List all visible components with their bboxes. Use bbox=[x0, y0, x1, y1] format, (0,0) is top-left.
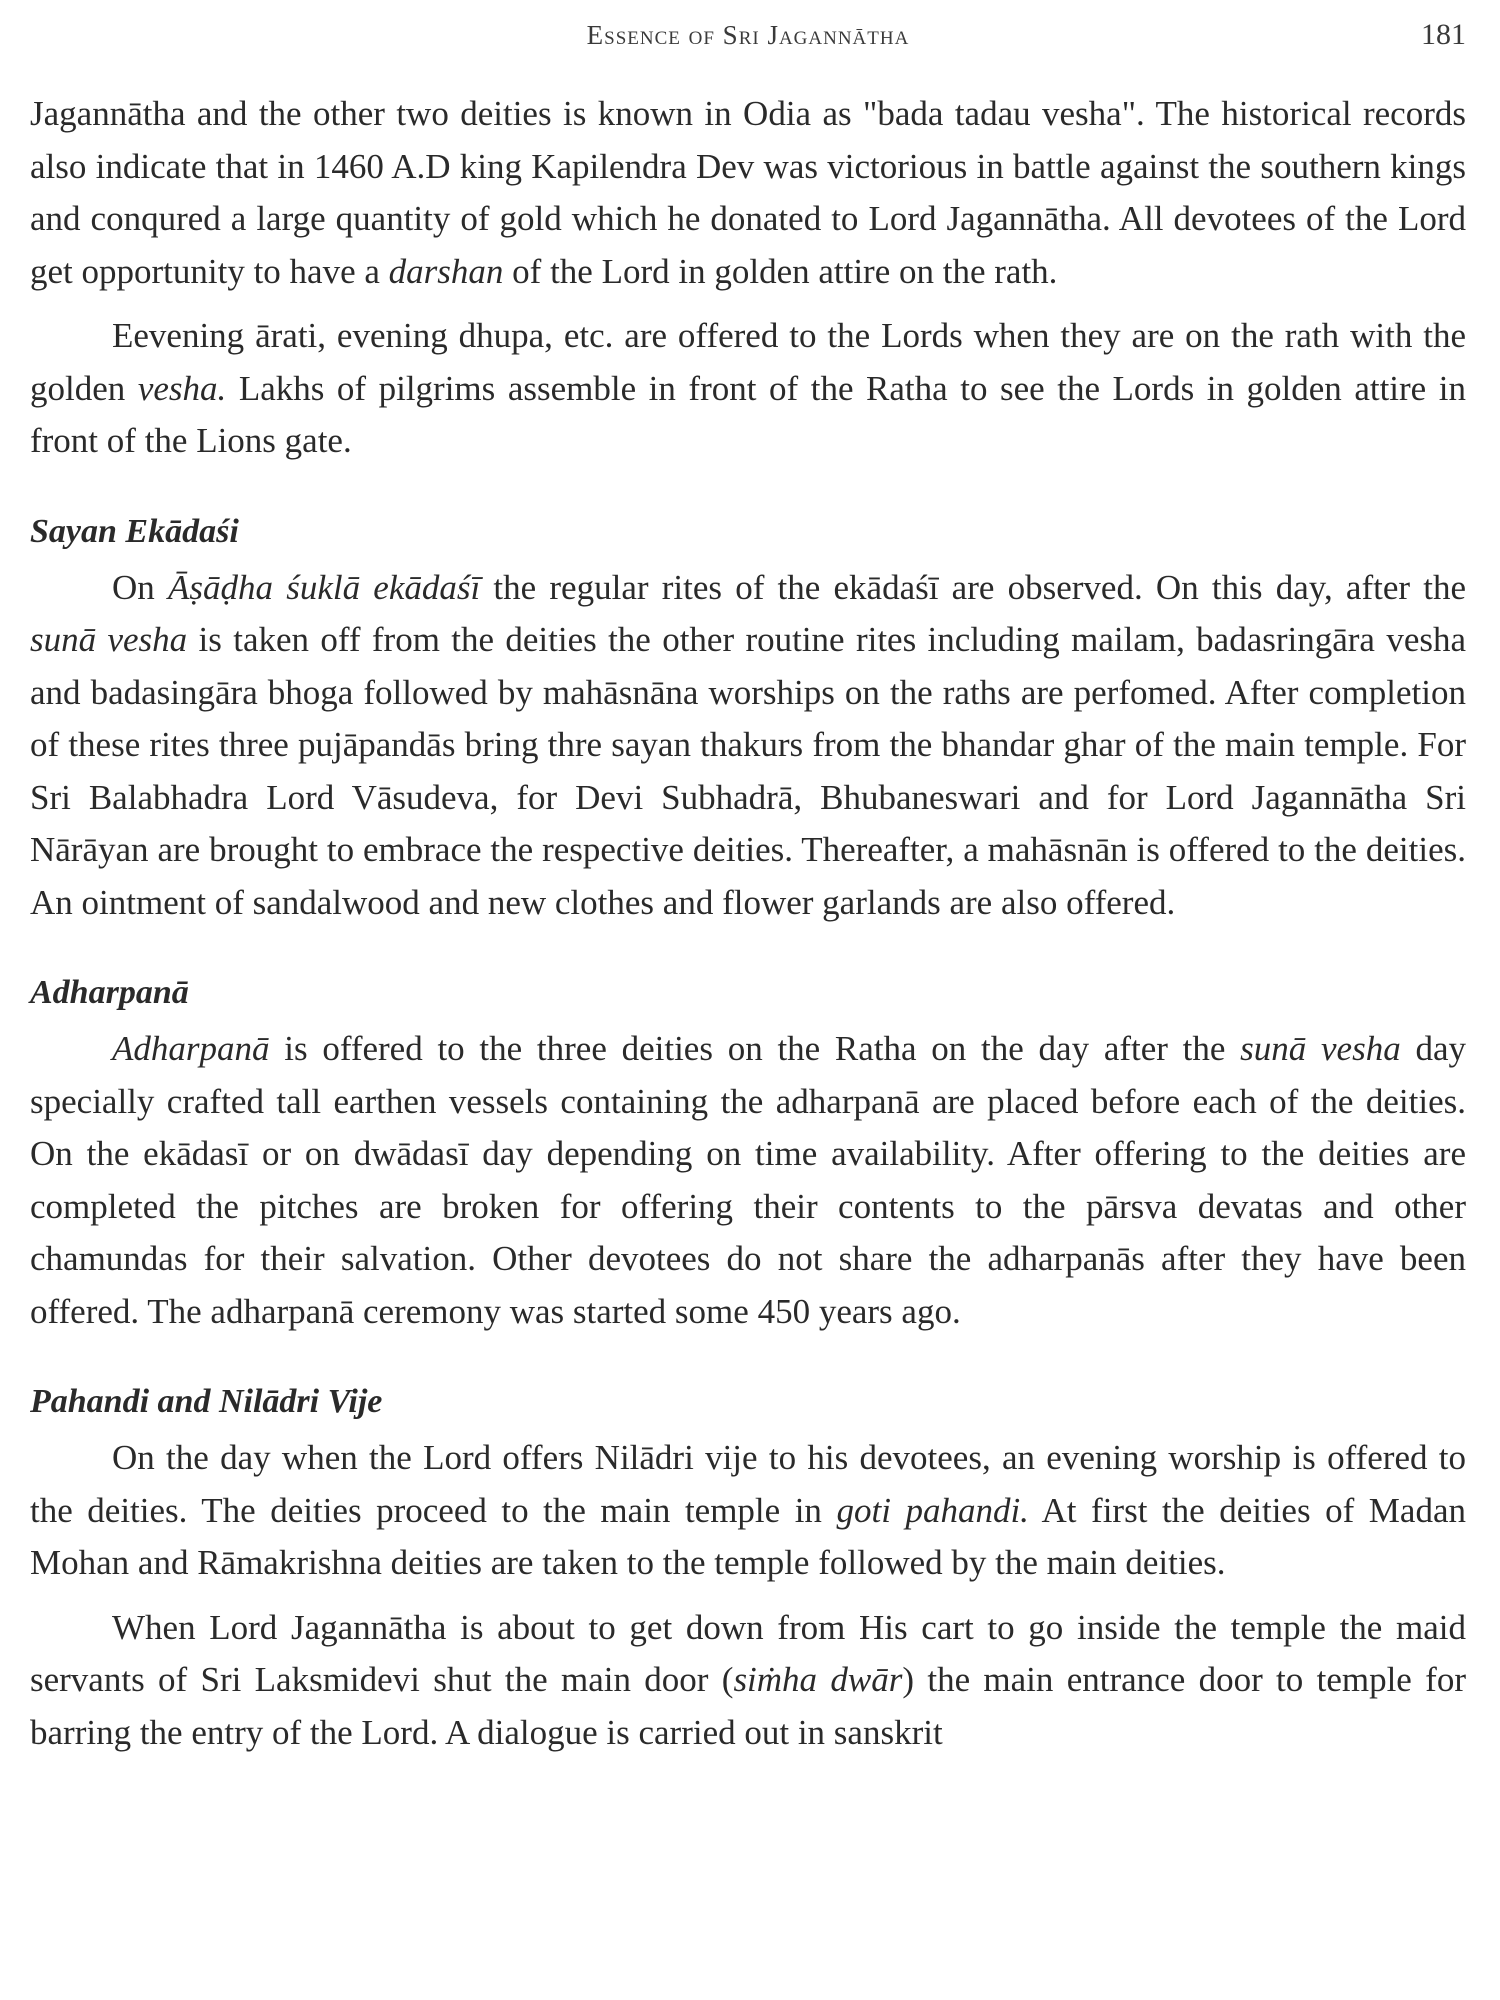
italic-term: siṁha dwār bbox=[733, 1660, 903, 1699]
italic-term: Adharpanā bbox=[112, 1029, 270, 1068]
section-heading-pahandi: Pahandi and Nilādri Vije bbox=[30, 1383, 383, 1420]
section-heading-sayan-ekadasi: Sayan Ekādaśi bbox=[30, 512, 239, 550]
paragraph-evening-arati: Eevening ārati, evening dhupa, etc. are offered to the Lords when they are on the rath with the golden vesha. Lakhs of pilgrims assemble in front of the Ratha to see the Lords in golden attire in front of the Lions gate. bbox=[30, 316, 1466, 460]
italic-term: vesha. bbox=[137, 368, 227, 408]
paragraph-pahandi: On the day when the Lord offers Nilādri vije to his devotees, an evening worship is offered to the deities. The deities proceed to the main temple in goti pahandi. At first the deities of Madan Mohan and Rāmakrishna deities are taken to the temple followed by the main deities. bbox=[30, 1438, 1466, 1582]
italic-term: sunā vesha bbox=[1240, 1029, 1401, 1068]
running-title: Essence of Sri Jagannātha bbox=[586, 20, 910, 50]
italic-term: goti pahandi. bbox=[836, 1490, 1029, 1530]
page-body bbox=[30, 88, 1466, 1759]
italic-term: Āṣāḍha śuklā ekādaśī bbox=[168, 567, 481, 607]
section-heading-adharpana: Adharpanā bbox=[30, 974, 189, 1011]
paragraph-adharpana: Adharpanā is offered to the three deities on the Ratha on the day after the sunā vesha day specially crafted tall earthen vessels containing the adharpanā are placed before each of the deities. On the ekādasī or on dwādasī day depending on time availability. After offering to the deities are completed the pitches are broken for offering their contents to the pārsva devatas and other chamundas for their salvation. Other devotees do not share the adharpanās after they have been offered. The adharpanā ceremony was started some 450 years ago. bbox=[30, 1029, 1466, 1331]
italic-term: sunā vesha bbox=[30, 620, 188, 659]
paragraph-sayan-ekadasi: On Āṣāḍha śuklā ekādaśī the regular rites of the ekādaśī are observed. On this day, after the sunā vesha is taken off from the deities the other routine rites including mailam, badasringāra vesha and badasingāra bhoga followed by mahāsnāna worships on the raths are perfomed. After completion of these rites three pujāpandās bring thre sayan thakurs from the bhandar ghar of the main temple. For Sri Balabhadra Lord Vāsudeva, for Devi Subhadrā, Bhubaneswari and for Lord Jagannātha Sri Nārāyan are brought to embrace the respective deities. Thereafter, a mahāsnān is offered to the deities. An ointment of sandalwood and new clothes and flower garlands are also offered. bbox=[30, 567, 1467, 922]
paragraph-golden-attire: Jagannātha and the other two deities is known in Odia as "bada tadau vesha". The historical records also indicate that in 1460 A.D king Kapilendra Dev was victorious in battle against the southern kings and conqured a large quantity of gold which he donated to Lord Jagannātha. All devotees of the Lord get opportunity to have a darshan of the Lord in golden attire on the rath. bbox=[30, 94, 1466, 291]
italic-term: darshan bbox=[388, 251, 504, 291]
paragraph-lord-entry: When Lord Jagannātha is about to get down from His cart to go inside the temple the maid servants of Sri Laksmidevi shut the main door (siṁha dwār) the main entrance door to temple for barring the entry of the Lord. A dialogue is carried out in sanskrit bbox=[30, 1607, 1466, 1752]
running-header bbox=[30, 12, 1466, 56]
page-number: 181 bbox=[1421, 18, 1466, 51]
